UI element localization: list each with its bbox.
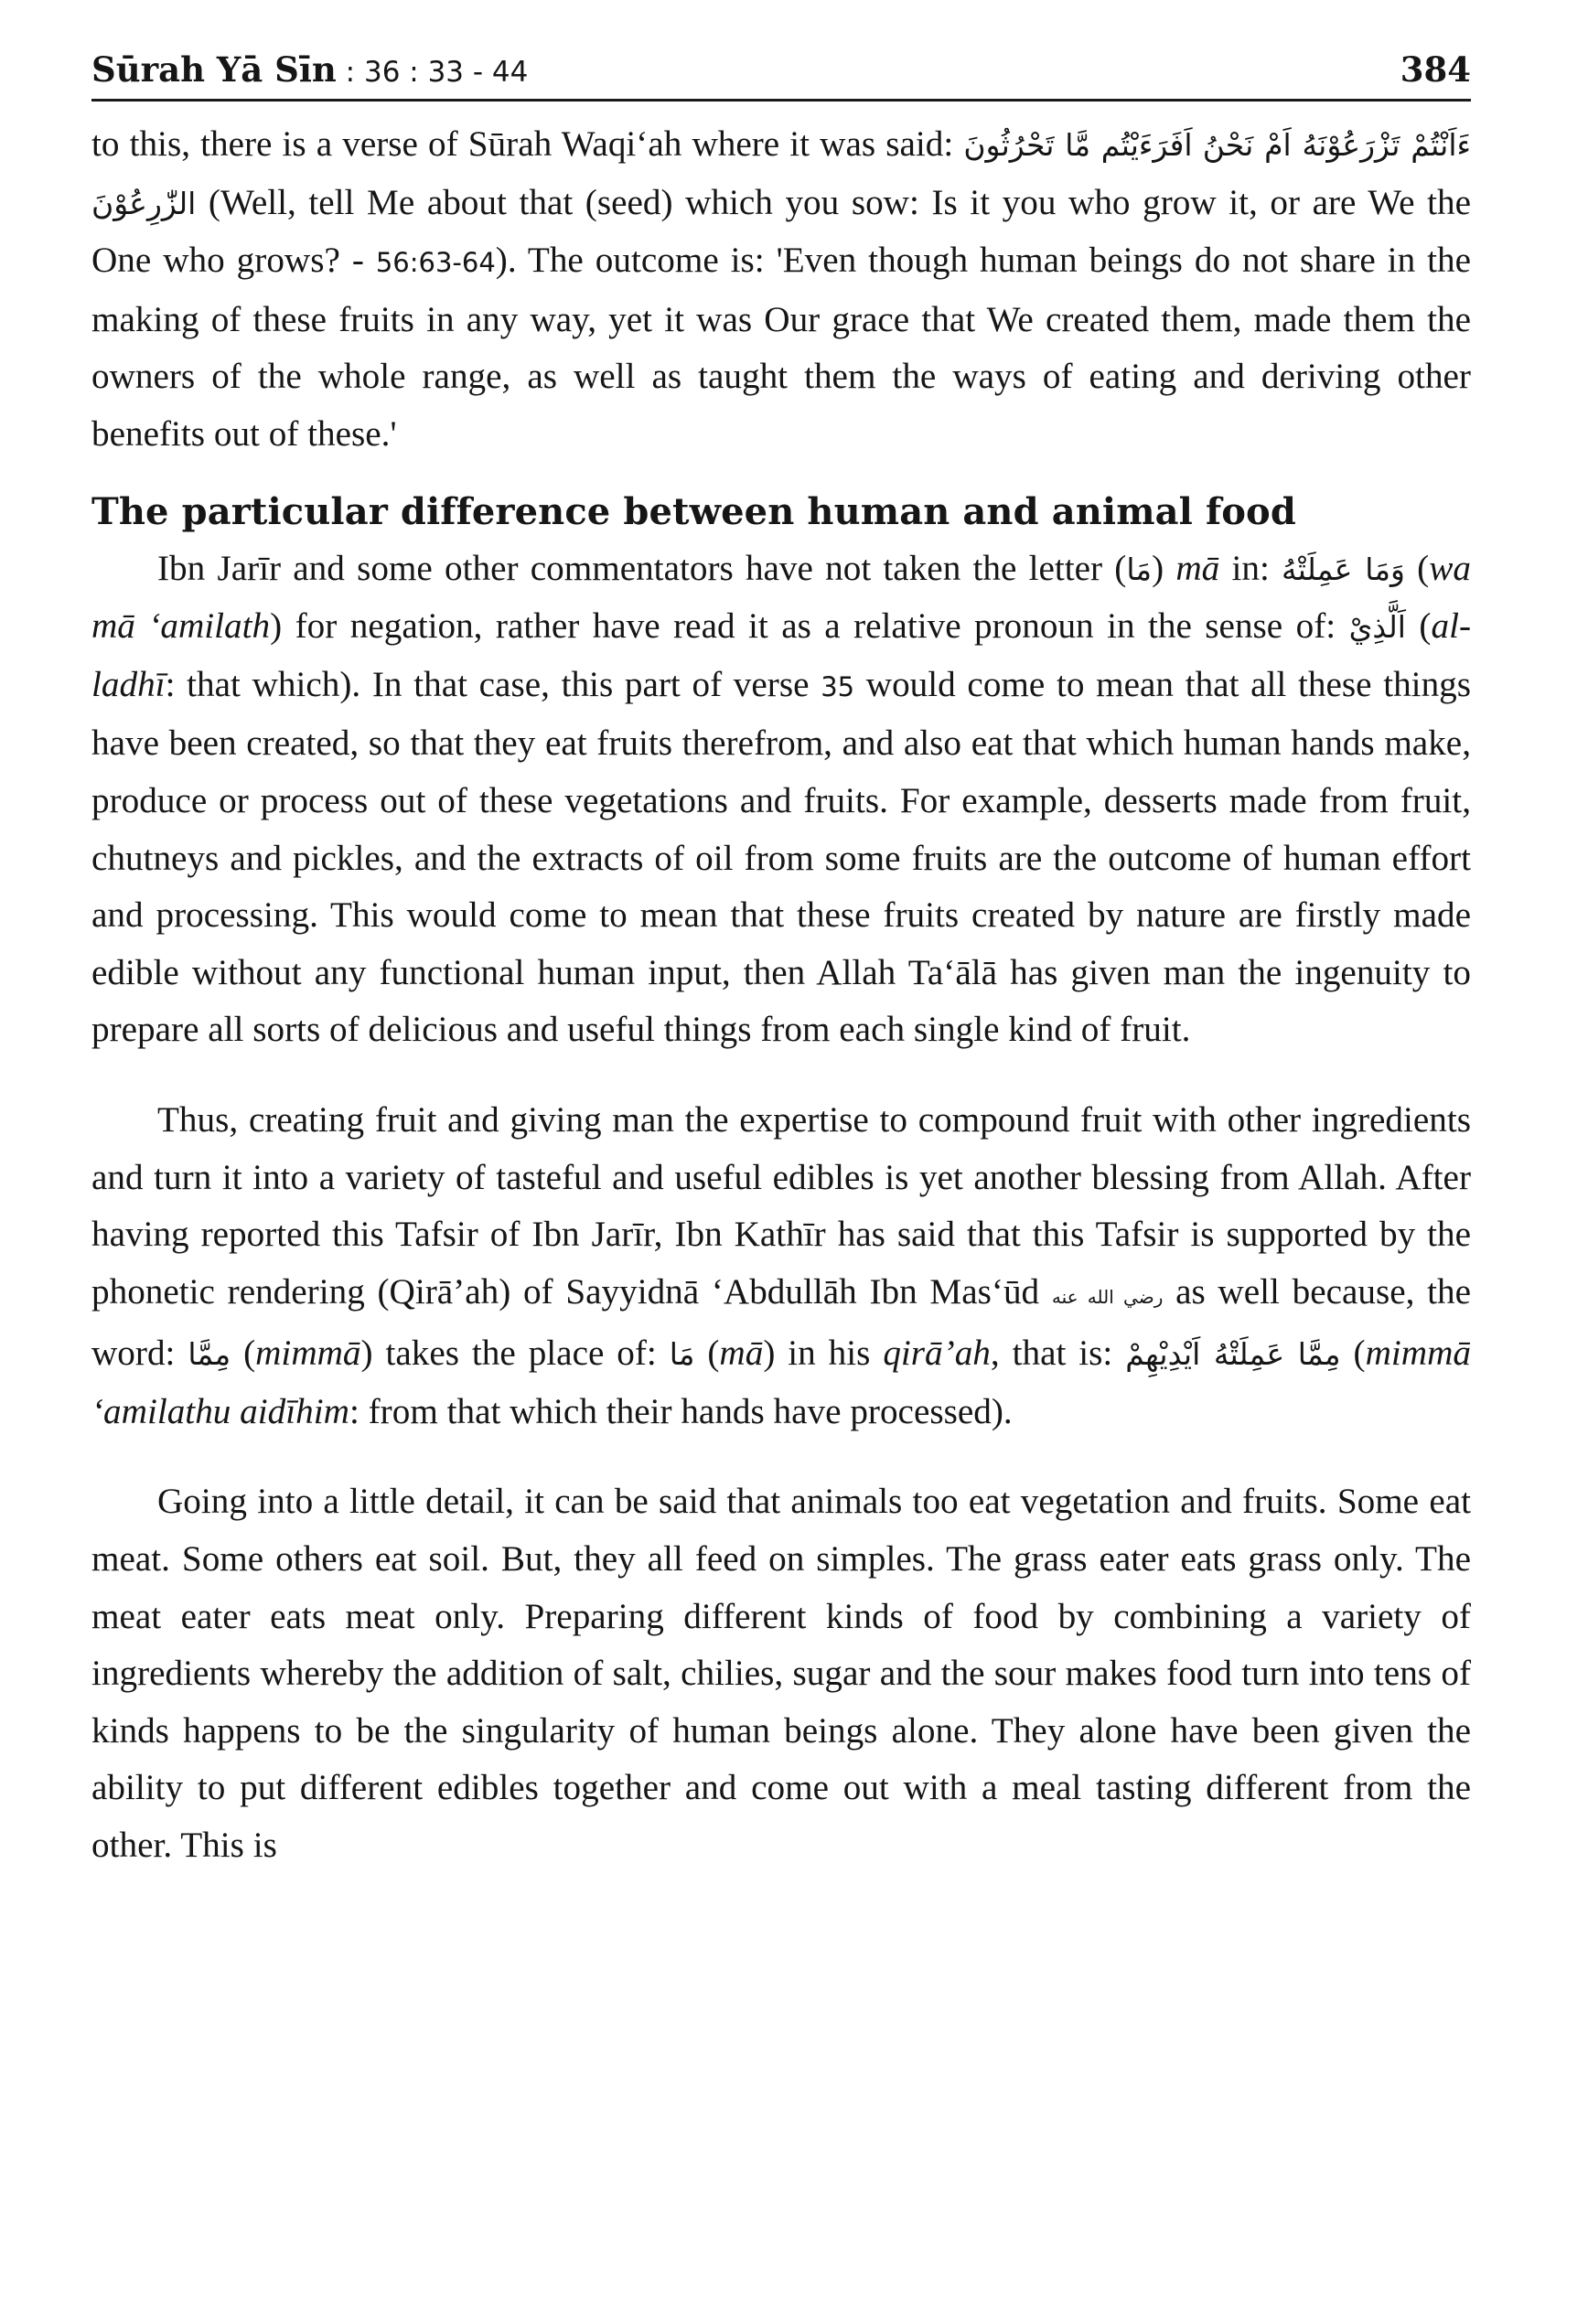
- arabic-verse-part1: اَفَرَءَيْتُم مَّا تَحْرُثُونَ: [963, 127, 1193, 163]
- arabic-verse-part2: ءَاَنْتُمْ تَزْرَعُوْنَهُ اَمْ نَحْنُ الزّٰرِعُوْنَ: [91, 127, 1472, 221]
- transliteration: mimmā ‘amilathu aidīhim: [91, 1333, 1471, 1431]
- verse-range: : 36 : 33 - 44: [336, 56, 529, 89]
- honorific-symbol: رضي الله عنه: [1051, 1285, 1164, 1308]
- arabic-phrase: مِمَّا عَمِلَتْهُ اَيْدِيْهِمْ: [1125, 1336, 1341, 1373]
- transliteration: mā: [719, 1333, 764, 1374]
- section-heading: The particular difference between human and animal food: [91, 489, 1296, 533]
- arabic-mimma: مِمَّا: [188, 1336, 231, 1373]
- surah-name: Sūrah Yā Sīn: [91, 49, 337, 90]
- paragraph-4: Going into a little detail, it can be said that animals too eat vegetation and fruits. Some eat meat. Some others eat soil. But, they all feed on simples. The grass eater eats grass only. The meat eater eats meat only. Preparing different kinds of food by combining a variety of ingredients whereby the addition of salt, chilies, sugar and the sour makes food turn into tens of kinds happens to be the singularity of human beings alone. They alone have been given the ability to put different edibles together and come out with a meal tasting different from the other. This is: [91, 1482, 1471, 1866]
- paragraph-2: Ibn Jarīr and some other commentators have not taken the letter (مَا) mā in: وَمَا عَمِلَتْهُ (wa mā ‘amilath) for negation, rather have read it as a relative pronoun in the sense of: اَلَّذِيْ (al-ladhī: that which). In that case, this part of verse 35 would come to mean that all these things have been created, so that they eat fruits therefrom, and also eat that which human hands make, produce or process out of these vegetations and fruits. For example, desserts made from fruit, chutneys and pickles, and the extracts of oil from some fruits are the outcome of human effort and processing. This would come to mean that these fruits created by nature are firstly made edible without any functional human input, then Allah Ta‘ālā has given man the ingenuity to prepare all sorts of delicious and useful things from each single kind of fruit.: [91, 548, 1472, 1050]
- arabic-al-ladhi: اَلَّذِيْ: [1348, 609, 1406, 646]
- transliteration: al-ladhī: [91, 606, 1471, 704]
- page-body: [91, 116, 1471, 1875]
- verse-number: 35: [821, 670, 855, 702]
- transliteration: mā: [1175, 548, 1220, 588]
- transliteration: wa mā ‘amilath: [91, 548, 1471, 647]
- running-header: [91, 46, 1471, 102]
- transliteration: qirā’ah: [883, 1333, 991, 1374]
- arabic-ma: مَا: [669, 1336, 695, 1373]
- arabic-wa-ma-amilath: وَمَا عَمِلَتْهُ: [1282, 551, 1405, 587]
- verse-reference: 56:63-64: [375, 247, 496, 279]
- transliteration: mimmā: [255, 1333, 361, 1374]
- chapter-title: [91, 49, 528, 90]
- paragraph-3: Thus, creating fruit and giving man the expertise to compound fruit with other ingredients and turn it into a variety of tasteful and useful edibles is yet another blessing from Allah. After having reported this Tafsir of Ibn Jarīr, Ibn Kathīr has said that this Tafsir is supported by the phonetic rendering (Qirā’ah) of Sayyidnā ‘Abdullāh Ibn Mas‘ūd رضي الله عنه as well because, the word: مِمَّا (mimmā) takes the place of: مَا (mā) in his qirā’ah, that is: مِمَّا عَمِلَتْهُ اَيْدِيْهِمْ (mimmā ‘amilathu aidīhim: from that which their hands have processed).: [91, 1099, 1471, 1431]
- page: [91, 46, 1471, 1875]
- page-number: 384: [1400, 49, 1471, 90]
- paragraph-1: to this, there is a verse of Sūrah Waqi‘ah where it was said: اَفَرَءَيْتُم مَّا تَحْرُثُونَ ءَاَنْتُمْ تَزْرَعُوْنَهُ اَمْ نَحْنُ الزّٰرِعُوْنَ (Well, tell Me about that (seed) which you sow: Is it you who grow it, or are We the One who grows? - 56:63-64). The outcome is: 'Even though human beings do not share in the making of these fruits in any way, yet it was Our grace that We created them, made them the owners of the whole range, as well as taught them the ways of eating and deriving other benefits out of these.': [91, 124, 1472, 454]
- arabic-letter-ma: مَا: [1126, 551, 1153, 587]
